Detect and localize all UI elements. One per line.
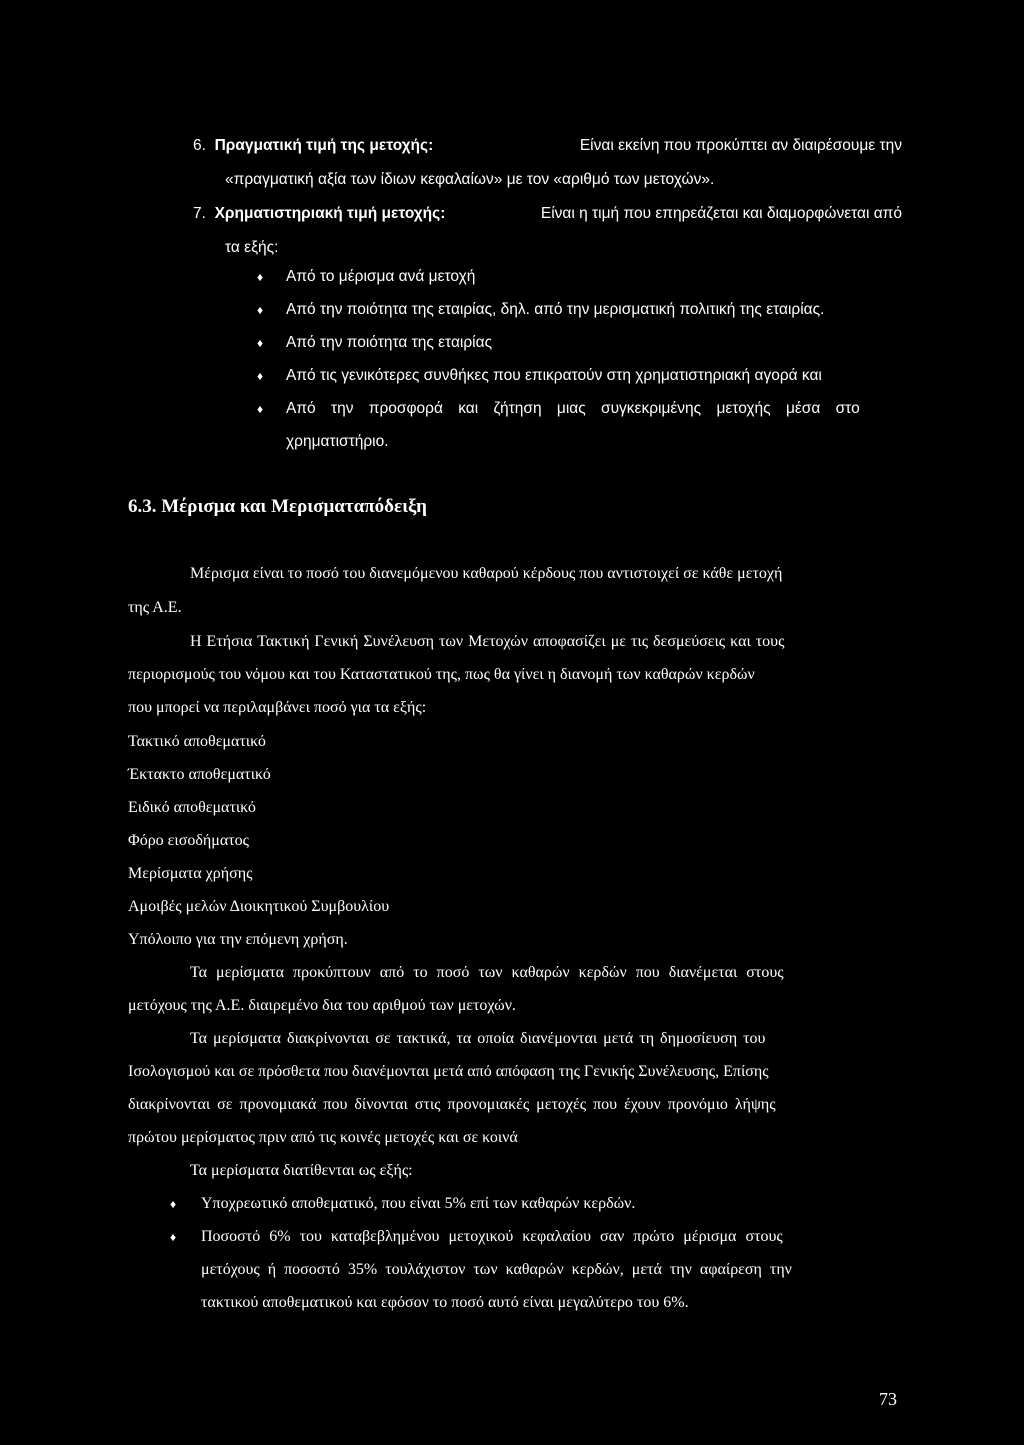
item-7-bullet-5: Από την προσφορά και ζήτηση μιας συγκεκριμένης μετοχής μέσα στο xyxy=(286,400,860,417)
para-5-bullet-2-line-1: Ποσοστό 6% του καταβεβλημένου μετοχικού κεφαλαίου σαν πρώτο μέρισμα στους xyxy=(201,1228,783,1245)
diamond-bullet-icon: ♦ xyxy=(170,1197,177,1211)
para-4-line-4: πρώτου μερίσματος πριν από τις κοινές μετοχές και σε κοινά xyxy=(128,1129,518,1146)
para-5-bullet-1: Υποχρεωτικό αποθεματικό, που είναι 5% επί των καθαρών κερδών. xyxy=(201,1195,636,1212)
item-7-line-2: τα εξής: xyxy=(225,239,279,256)
item-7-bullet-1: Από το μέρισμα ανά μετοχή xyxy=(286,268,476,285)
list-item-4: Φόρο εισοδήματος xyxy=(128,832,249,849)
para-2-line-3: που μπορεί να περιλαμβάνει ποσό για τα εξής: xyxy=(128,699,427,716)
item-7-text: Είναι η τιμή που επηρεάζεται και διαμορφώνεται από xyxy=(540,205,902,222)
item-6-heading xyxy=(193,138,433,154)
para-2-line-1: Η Ετήσια Τακτική Γενική Συνέλευση των Μετοχών αποφασίζει με τις δεσμεύσεις και τους xyxy=(190,633,785,650)
para-3-line-2: μετόχους της Α.Ε. διαιρεμένο δια του αριθμού των μετοχών. xyxy=(128,997,516,1014)
list-item-2: Έκτακτο αποθεματικό xyxy=(128,766,271,783)
list-item-5: Μερίσματα χρήσης xyxy=(128,865,253,882)
section-title: 6.3. Μέρισμα και Μερισματαπόδειξη xyxy=(128,496,427,517)
item-6-line-1 xyxy=(193,138,902,154)
para-5-bullet-2-line-2: μετόχους ή ποσοστό 35% τουλάχιστον των καθαρών κερδών, μετά την αφαίρεση την xyxy=(201,1261,792,1278)
item-7-bullet-3: Από την ποιότητα της εταιρίας xyxy=(286,334,493,351)
diamond-bullet-icon: ♦ xyxy=(257,336,264,350)
para-1-line-2: της Α.Ε. xyxy=(128,599,182,616)
item-7-bullet-2: Από την ποιότητα της εταιρίας, δηλ. από την μερισματική πολιτική της εταιρίας. xyxy=(286,301,825,318)
list-item-1: Τακτικό αποθεματικό xyxy=(128,733,266,750)
list-item-7: Υπόλοιπο για την επόμενη χρήση. xyxy=(128,931,348,948)
para-5-bullet-2-line-3: τακτικού αποθεματικού και εφόσον το ποσό αυτό είναι μεγαλύτερο του 6%. xyxy=(201,1294,689,1311)
item-7-heading xyxy=(193,206,445,222)
item-6-line-2: «πραγματική αξία των ίδιων κεφαλαίων» με τον «αριθμό των μετοχών». xyxy=(225,171,715,188)
item-6-text: Είναι εκείνη που προκύπτει αν διαιρέσουμε την xyxy=(579,137,902,154)
diamond-bullet-icon: ♦ xyxy=(257,402,264,416)
item-7-bullet-5-continued: χρηματιστήριο. xyxy=(286,433,389,450)
item-6-term: Πραγματική τιμή της μετοχής: xyxy=(214,137,434,154)
list-item-3: Ειδικό αποθεματικό xyxy=(128,799,256,816)
para-4-line-3: διακρίνονται σε προνομιακά που δίνονται στις προνομιακές μετοχές που έχουν προνόμιο λήψης xyxy=(128,1096,776,1113)
item-7-term: Χρηματιστηριακή τιμή μετοχής: xyxy=(214,205,446,222)
para-3-line-1: Τα μερίσματα προκύπτουν από το ποσό των καθαρών κερδών που διανέμεται στους xyxy=(190,964,784,981)
diamond-bullet-icon: ♦ xyxy=(170,1230,177,1244)
page-number: 73 xyxy=(879,1389,897,1409)
para-5-intro: Τα μερίσματα διατίθενται ως εξής: xyxy=(190,1162,413,1179)
item-7-bullet-4: Από τις γενικότερες συνθήκες που επικρατούν στη χρηματιστηριακή αγορά και xyxy=(286,367,822,384)
para-2-line-2: περιορισμούς του νόμου και του Καταστατικού της, πως θα γίνει η διανομή των καθαρών κερδών xyxy=(128,666,755,683)
para-4-line-1: Τα μερίσματα διακρίνονται σε τακτικά, τα οποία διανέμονται μετά τη δημοσίευση του xyxy=(190,1030,766,1047)
item-6-number: 6. xyxy=(193,137,206,154)
list-item-6: Αμοιβές μελών Διοικητικού Συμβουλίου xyxy=(128,898,390,915)
diamond-bullet-icon: ♦ xyxy=(257,270,264,284)
diamond-bullet-icon: ♦ xyxy=(257,303,264,317)
para-1-line-1: Μέρισμα είναι το ποσό του διανεμόμενου καθαρού κέρδους που αντιστοιχεί σε κάθε μετοχή xyxy=(190,565,783,582)
item-7-number: 7. xyxy=(193,205,206,222)
para-4-line-2: Ισολογισμού και σε πρόσθετα που διανέμονται μετά από απόφαση της Γενικής Συνέλευσης, Επίσης xyxy=(128,1063,769,1080)
item-7-line-1 xyxy=(193,206,902,222)
diamond-bullet-icon: ♦ xyxy=(257,369,264,383)
